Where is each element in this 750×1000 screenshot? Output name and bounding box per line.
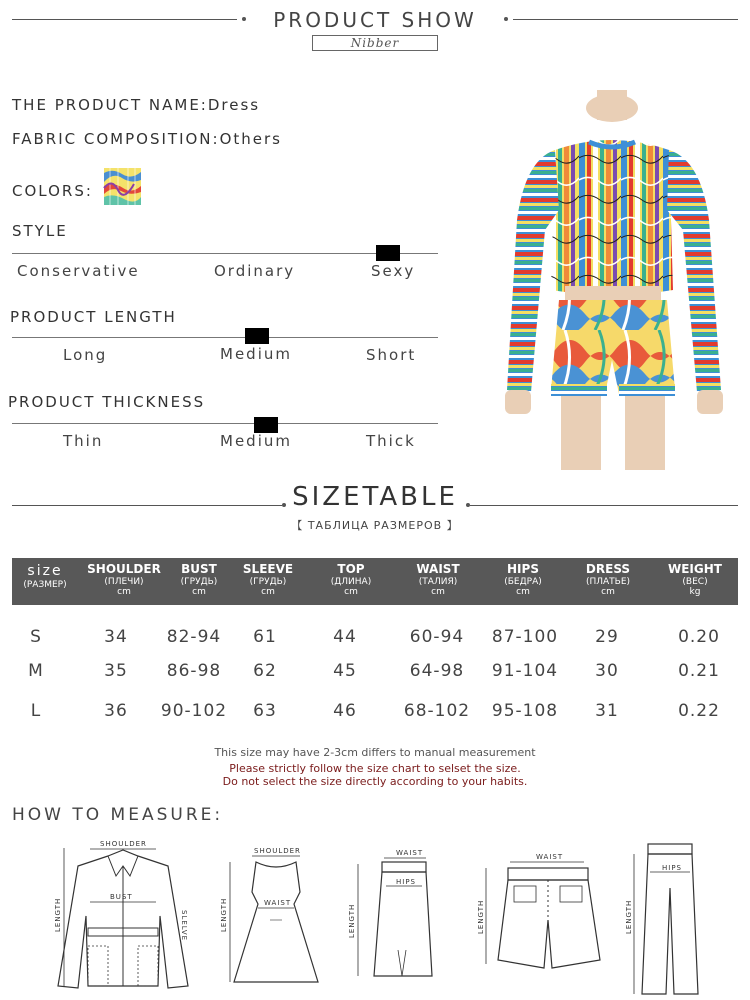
waist-label-skirt: WAIST xyxy=(396,849,424,857)
style-option-sexy: Sexy xyxy=(371,262,416,280)
skirt-measure-diagram xyxy=(340,850,440,990)
col-header-hips: HIPS (БЕДРА) cm xyxy=(504,562,542,597)
table-cell: 87-100 xyxy=(491,627,559,647)
length-option-long: Long xyxy=(63,346,108,364)
length-label-jacket: LENGTH xyxy=(54,897,62,932)
length-option-short: Short xyxy=(366,346,417,364)
table-cell: M xyxy=(28,661,44,681)
shoulder-label-dress: SHOULDER xyxy=(254,847,301,855)
table-cell: S xyxy=(30,627,42,647)
table-cell: 0.22 xyxy=(678,701,720,721)
sizetable-title: SIZETABLE xyxy=(292,482,458,512)
col-header-bust: BUST (ГРУДЬ) cm xyxy=(180,562,218,597)
table-cell: 46 xyxy=(333,701,357,721)
table-cell: 30 xyxy=(595,661,619,681)
table-cell: 29 xyxy=(595,627,619,647)
length-label-shorts: LENGTH xyxy=(477,899,485,934)
shoulder-label: SHOULDER xyxy=(100,840,147,848)
measurement-note: This size may have 2-3cm differs to manual measurement xyxy=(214,746,536,759)
table-cell: 62 xyxy=(253,661,277,681)
trousers-measure-diagram xyxy=(624,838,714,998)
length-label-dress: LENGTH xyxy=(220,897,228,932)
col-header-sleeve: SLEEVE (ГРУДЬ) cm xyxy=(242,562,294,597)
style-selected-marker xyxy=(376,245,400,261)
style-option-conservative: Conservative xyxy=(17,262,140,280)
table-cell: 44 xyxy=(333,627,357,647)
col-header-shoulder: SHOULDER (ПЛЕЧИ) cm xyxy=(87,562,161,597)
sleeve-label: SLELVE xyxy=(180,910,188,942)
table-cell: 31 xyxy=(595,701,619,721)
length-label: PRODUCT LENGTH xyxy=(10,308,177,326)
length-scale-line xyxy=(12,337,438,338)
col-header-dress: DRESS (ПЛАТЬЕ) cm xyxy=(585,562,631,597)
hips-label-skirt: HIPS xyxy=(396,878,416,886)
product-name: THE PRODUCT NAME:Dress xyxy=(12,96,261,114)
size-table-header xyxy=(12,558,738,605)
table-cell: 0.20 xyxy=(678,627,720,647)
length-label-skirt: LENGTH xyxy=(348,903,356,938)
thickness-scale-line xyxy=(12,423,438,424)
thickness-selected-marker xyxy=(254,417,278,433)
table-cell: 0.21 xyxy=(678,661,720,681)
table-cell: L xyxy=(30,701,42,721)
table-cell: 45 xyxy=(333,661,357,681)
table-cell: 60-94 xyxy=(409,627,465,647)
table-cell: 36 xyxy=(104,701,128,721)
dress-measure-diagram xyxy=(218,842,318,992)
length-label-trousers: LENGTH xyxy=(625,899,633,934)
length-option-medium: Medium xyxy=(220,345,292,363)
how-to-measure-title: HOW TO MEASURE: xyxy=(12,805,224,825)
size-warning-2: Do not select the size directly according to your habits. xyxy=(222,775,528,788)
color-swatch[interactable] xyxy=(104,168,141,205)
thickness-option-thin: Thin xyxy=(63,432,104,450)
product-photo xyxy=(495,90,735,470)
table-cell: 91-104 xyxy=(491,661,559,681)
brand-label: Nibber xyxy=(312,35,438,51)
colors-label: COLORS: xyxy=(12,182,93,200)
table-cell: 35 xyxy=(104,661,128,681)
table-cell: 34 xyxy=(104,627,128,647)
thickness-option-medium: Medium xyxy=(220,432,292,450)
sizetable-subtitle: 【 ТАБЛИЦА РАЗМЕРОВ 】 xyxy=(291,519,459,532)
shorts-measure-diagram xyxy=(478,850,618,980)
table-cell: 86-98 xyxy=(166,661,222,681)
jacket-measure-diagram xyxy=(48,836,198,996)
table-cell: 68-102 xyxy=(403,701,471,721)
table-cell: 90-102 xyxy=(160,701,228,721)
hips-label-trousers: HIPS xyxy=(662,864,682,872)
col-header-size: size (РАЗМЕР) xyxy=(23,563,67,590)
col-header-weight: WEIGHT (ВЕС) kg xyxy=(668,562,722,597)
style-scale-line xyxy=(12,253,438,254)
table-cell: 61 xyxy=(253,627,277,647)
thickness-option-thick: Thick xyxy=(366,432,416,450)
bust-label: BUST xyxy=(110,893,133,901)
waist-label-shorts: WAIST xyxy=(536,853,564,861)
table-cell: 64-98 xyxy=(409,661,465,681)
style-option-ordinary: Ordinary xyxy=(214,262,296,280)
table-cell: 95-108 xyxy=(491,701,559,721)
style-label: STYLE xyxy=(12,222,68,240)
fabric-composition: FABRIC COMPOSITION:Others xyxy=(12,130,282,148)
col-header-top: TOP (ДЛИНА) cm xyxy=(330,562,372,597)
col-header-waist: WAIST (ТАЛИЯ) cm xyxy=(416,562,460,597)
page-title: PRODUCT SHOW xyxy=(273,8,477,32)
table-cell: 63 xyxy=(253,701,277,721)
waist-label-dress: WAIST xyxy=(264,899,292,907)
size-warning-1: Please strictly follow the size chart to selset the size. xyxy=(229,762,521,775)
table-cell: 82-94 xyxy=(166,627,222,647)
length-selected-marker xyxy=(245,328,269,344)
thickness-label: PRODUCT THICKNESS xyxy=(8,393,206,411)
